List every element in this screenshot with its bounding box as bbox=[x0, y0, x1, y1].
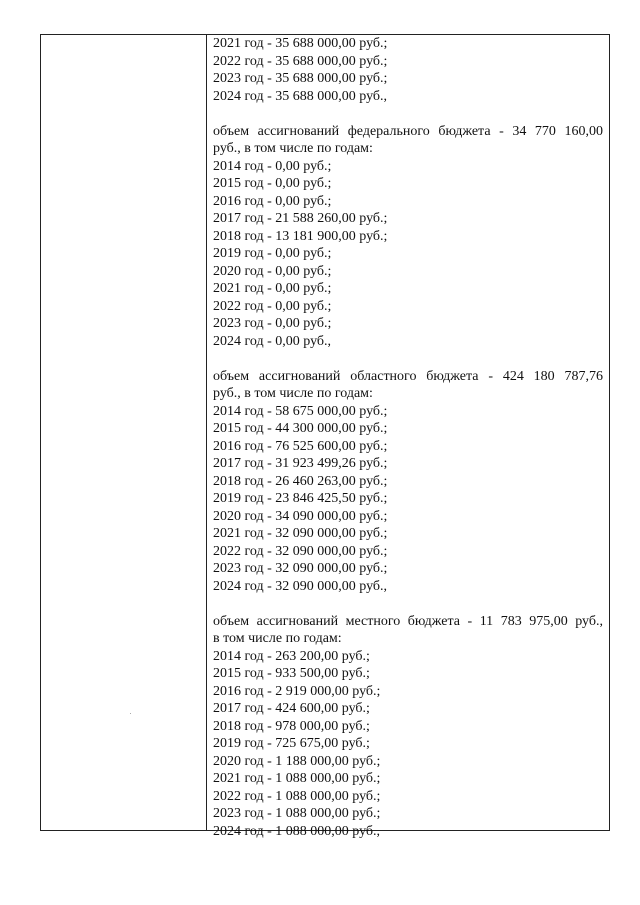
allocation-line: 2022 год - 1 088 000,00 руб.; bbox=[213, 788, 381, 804]
allocation-line: 2020 год - 34 090 000,00 руб.; bbox=[213, 508, 388, 524]
allocation-line: 2021 год - 32 090 000,00 руб.; bbox=[213, 526, 388, 541]
allocation-line: 2021 год - 1 088 000,00 руб.; bbox=[213, 771, 381, 786]
allocation-line: 2023 год - 1 088 000,00 руб.; bbox=[213, 806, 381, 821]
allocation-line: 2023 год - 32 090 000,00 руб.; bbox=[213, 561, 388, 576]
allocation-line: 2020 год - 0,00 руб.; bbox=[213, 263, 332, 279]
scan-artifact bbox=[130, 713, 131, 714]
top-allocation-block bbox=[213, 35, 603, 105]
allocation-line: 2019 год - 23 846 425,50 руб.; bbox=[213, 491, 388, 506]
allocation-line: 2016 год - 76 525 600,00 руб.; bbox=[213, 438, 388, 454]
allocation-line: 2024 год - 0,00 руб., bbox=[213, 333, 332, 349]
allocation-line: 2015 год - 44 300 000,00 руб.; bbox=[213, 421, 388, 436]
federal-budget-heading-cont: руб., в том числе по годам: bbox=[213, 141, 373, 156]
allocation-line: 2017 год - 21 588 260,00 руб.; bbox=[213, 211, 388, 226]
federal-budget-block bbox=[213, 123, 603, 351]
allocation-line: 2023 год - 0,00 руб.; bbox=[213, 316, 332, 331]
allocation-line: 2024 год - 32 090 000,00 руб., bbox=[213, 578, 388, 594]
allocation-line: 2017 год - 424 600,00 руб.; bbox=[213, 701, 370, 716]
allocation-line: 2016 год - 2 919 000,00 руб.; bbox=[213, 683, 381, 699]
paragraph-gap bbox=[213, 350, 603, 368]
allocation-line: 2024 год - 35 688 000,00 руб., bbox=[213, 88, 388, 104]
allocation-line: 2018 год - 13 181 900,00 руб.; bbox=[213, 228, 388, 244]
federal-budget-heading: объем ассигнований федерального бюджета - 34 770 160,00 bbox=[213, 123, 603, 139]
paragraph-gap bbox=[213, 105, 603, 123]
allocation-line: 2019 год - 725 675,00 руб.; bbox=[213, 736, 370, 751]
allocation-line: 2022 год - 32 090 000,00 руб.; bbox=[213, 543, 388, 559]
local-budget-heading-cont: в том числе по годам: bbox=[213, 631, 342, 646]
allocation-line: 2015 год - 0,00 руб.; bbox=[213, 176, 332, 191]
table-right-cell bbox=[207, 35, 609, 839]
allocation-line: 2017 год - 31 923 499,26 руб.; bbox=[213, 456, 388, 471]
allocation-line: 2016 год - 0,00 руб.; bbox=[213, 193, 332, 209]
allocation-line: 2021 год - 35 688 000,00 руб.; bbox=[213, 36, 388, 51]
allocation-line: 2018 год - 978 000,00 руб.; bbox=[213, 718, 370, 734]
local-budget-block bbox=[213, 613, 603, 841]
allocation-line: 2014 год - 58 675 000,00 руб.; bbox=[213, 403, 388, 419]
allocation-line: 2015 год - 933 500,00 руб.; bbox=[213, 666, 370, 681]
allocation-line: 2018 год - 26 460 263,00 руб.; bbox=[213, 473, 388, 489]
paragraph-gap bbox=[213, 595, 603, 613]
allocation-line: 2021 год - 0,00 руб.; bbox=[213, 281, 332, 296]
allocation-line: 2014 год - 0,00 руб.; bbox=[213, 158, 332, 174]
allocation-line: 2019 год - 0,00 руб.; bbox=[213, 246, 332, 261]
allocation-line: 2024 год - 1 088 000,00 руб., bbox=[213, 823, 381, 839]
table-left-cell bbox=[41, 35, 207, 830]
allocation-line: 2022 год - 35 688 000,00 руб.; bbox=[213, 53, 388, 69]
local-budget-heading: объем ассигнований местного бюджета - 11 783 975,00 руб., bbox=[213, 613, 603, 629]
allocation-line: 2014 год - 263 200,00 руб.; bbox=[213, 648, 370, 664]
allocation-line: 2020 год - 1 188 000,00 руб.; bbox=[213, 753, 381, 769]
regional-budget-block bbox=[213, 368, 603, 596]
allocation-line: 2022 год - 0,00 руб.; bbox=[213, 298, 332, 314]
document-table bbox=[40, 34, 610, 839]
regional-budget-heading-cont: руб., в том числе по годам: bbox=[213, 386, 373, 401]
allocation-line: 2023 год - 35 688 000,00 руб.; bbox=[213, 71, 388, 86]
regional-budget-heading: объем ассигнований областного бюджета - 424 180 787,76 bbox=[213, 368, 603, 384]
